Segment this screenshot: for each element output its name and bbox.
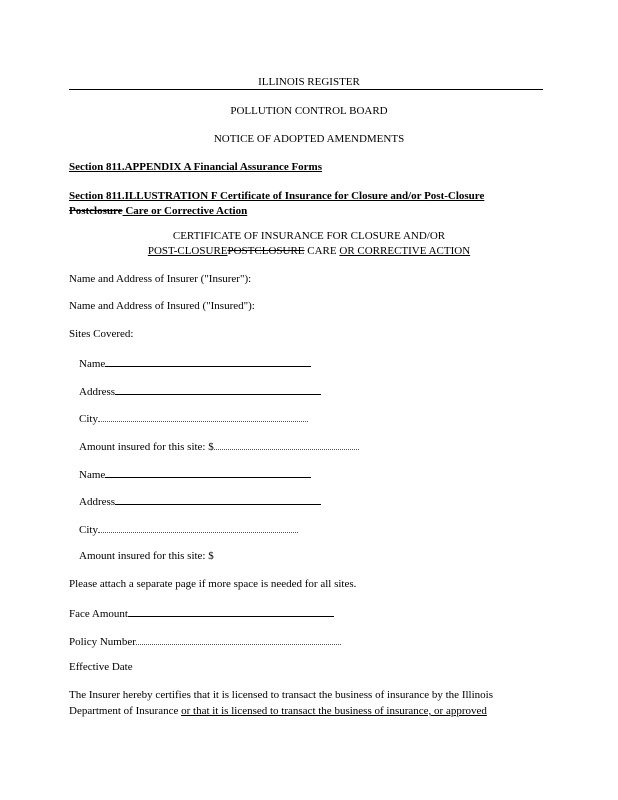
register-title: ILLINOIS REGISTER (258, 76, 360, 88)
site1-city-label: City (79, 413, 98, 425)
site2-amount-row (79, 550, 214, 562)
certificate-title-mid: CARE (304, 245, 340, 257)
site2-address-field[interactable] (115, 494, 321, 505)
insurer-label: Name and Address of Insurer ("Insurer"): (69, 273, 252, 285)
certificate-inserted-corrective: OR CORRECTIVE ACTION (339, 245, 471, 257)
site2-name-label: Name (79, 469, 106, 481)
site1-address-field[interactable] (115, 384, 321, 395)
site1-name-label: Name (79, 358, 106, 370)
header-rule (69, 89, 543, 90)
site1-address-row (79, 384, 321, 398)
certification-inserted-text: or that it is licensed to transact the business of insurance, or approved (181, 705, 487, 717)
effective-date-label: Effective Date (69, 661, 133, 673)
board-title: POLLUTION CONTROL BOARD (230, 105, 388, 117)
illustration-inserted-corrective: or Corrective Action (151, 205, 248, 217)
site2-city-field[interactable] (98, 522, 298, 533)
certificate-title-line1: CERTIFICATE OF INSURANCE FOR CLOSURE AND/OR (172, 230, 446, 242)
illustration-heading-mid: Care (122, 205, 152, 217)
site2-amount-label: Amount insured for this site: $ (79, 550, 214, 562)
site1-address-label: Address (79, 386, 116, 398)
site1-amount-field[interactable] (214, 439, 359, 450)
site2-address-label: Address (79, 496, 116, 508)
site2-name-field[interactable] (105, 467, 311, 478)
section-appendix-heading: Section 811.APPENDIX A Financial Assurance Forms (69, 161, 323, 173)
illustration-inserted-text: Post-Closure (424, 190, 485, 202)
site2-name-row (79, 467, 311, 481)
sites-covered-label: Sites Covered: (69, 328, 134, 340)
insured-label: Name and Address of Insured ("Insured"): (69, 300, 255, 312)
site1-amount-label: Amount insured for this site: $ (79, 441, 214, 453)
certification-line2 (69, 705, 487, 717)
site1-city-row (79, 411, 308, 425)
face-amount-field[interactable] (128, 606, 334, 617)
site2-city-row (79, 522, 298, 536)
site1-name-row (79, 356, 311, 370)
certification-line1: The Insurer hereby certifies that it is licensed to transact the business of insurance by the Illinois (69, 689, 493, 701)
illustration-deleted-text: Postclosure (69, 205, 123, 217)
site1-city-field[interactable] (98, 411, 308, 422)
certificate-deleted-text: POSTCLOSURE (227, 245, 305, 257)
certificate-title-line2 (0, 245, 618, 257)
illustration-heading (69, 189, 484, 219)
site2-city-label: City (79, 524, 98, 536)
attach-note: Please attach a separate page if more space is needed for all sites. (69, 578, 357, 590)
illustration-heading-prefix: Section 811.ILLUSTRATION F Certificate of Insurance for Closure and/or (69, 190, 425, 202)
notice-title: NOTICE OF ADOPTED AMENDMENTS (213, 133, 405, 145)
policy-number-field[interactable] (136, 634, 341, 645)
site2-address-row (79, 494, 321, 508)
site1-name-field[interactable] (105, 356, 311, 367)
face-amount-row (69, 606, 334, 620)
certification-line2-start: Department of Insurance (69, 705, 182, 717)
certificate-inserted-text: POST-CLOSURE (147, 245, 228, 257)
policy-number-row (69, 634, 341, 648)
policy-number-label: Policy Number (69, 636, 136, 648)
face-amount-label: Face Amount (69, 608, 128, 620)
site1-amount-row (79, 439, 359, 453)
